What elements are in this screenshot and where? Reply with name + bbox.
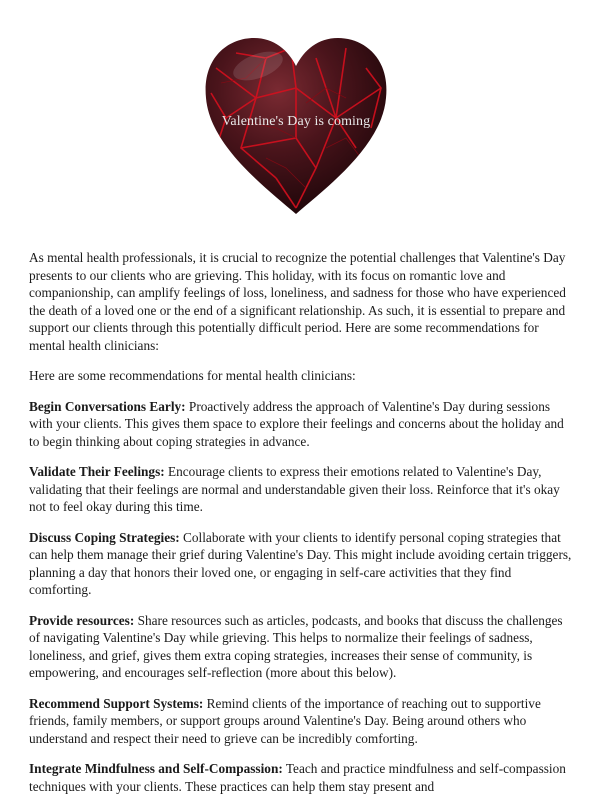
recommendation-item: [29, 398, 574, 451]
recommendation-text: Proactively address the approach of Valentine's Day during sessions with your clients. This gives them space to explore their feelings and concerns about the holiday and to begin thinking about coping strategies in advance.: [29, 398, 564, 449]
recommendation-title: Discuss Coping Strategies:: [29, 529, 180, 545]
lead-paragraph: Here are some recommendations for mental health clinicians:: [29, 368, 356, 383]
recommendation-title: Validate Their Feelings:: [29, 464, 165, 479]
recommendation-title: Begin Conversations Early:: [29, 398, 186, 414]
recommendation-item: [29, 695, 574, 748]
recommendation-text: Remind clients of the importance of reaching out to supportive friends, family members, or support groups around Valentine's Day. Being around others who understand and respect their need to grieve can be incredibly comforting.: [29, 695, 541, 746]
recommendation-item: [29, 760, 574, 795]
article-body: [29, 249, 574, 808]
recommendation-item: [29, 529, 574, 599]
intro-paragraph: As mental health professionals, it is crucial to recognize the potential challenges that Valentine's Day presents to our clients who are grieving. This holiday, with its focus on romantic love and companionship, can amplify feelings of loss, loneliness, and sadness for those who have experienced the death of a loved one or the end of a significant relationship. As such, it is essential to prepare and support our clients through this potentially difficult period. Here are some recommendations for mental health clinicians:: [29, 250, 566, 353]
recommendation-text: Share resources such as articles, podcasts, and books that discuss the challenges of navigating Valentine's Day while grieving. This helps to normalize their feelings of sadness, loneliness, and grief, gives them extra coping strategies, increases their sense of community, is empowering, and encourages self-reflection (more about this below).: [29, 612, 563, 680]
recommendation-title: Provide resources:: [29, 612, 135, 628]
recommendation-item: [29, 612, 574, 682]
hero-caption: Valentine's Day is coming: [221, 114, 371, 129]
recommendation-item: [29, 463, 574, 516]
recommendation-text: Collaborate with your clients to identify personal coping strategies that can help them manage their grief during Valentine's Day. This might include avoiding certain triggers, planning a day that honors their loved one, or engaging in self-care activities that they find comforting.: [29, 529, 572, 597]
hero-heart-image: [196, 28, 396, 220]
recommendation-text: Encourage clients to express their emotions related to Valentine's Day, validating that their feelings are normal and understandable given their loss. Reinforce that it's okay not to feel okay during this time.: [29, 464, 560, 514]
recommendation-title: Integrate Mindfulness and Self-Compassion:: [29, 761, 283, 776]
recommendation-title: Recommend Support Systems:: [29, 695, 204, 711]
recommendation-text: Teach and practice mindfulness and self-compassion techniques with your clients. These practices can help them stay present and: [29, 761, 566, 794]
